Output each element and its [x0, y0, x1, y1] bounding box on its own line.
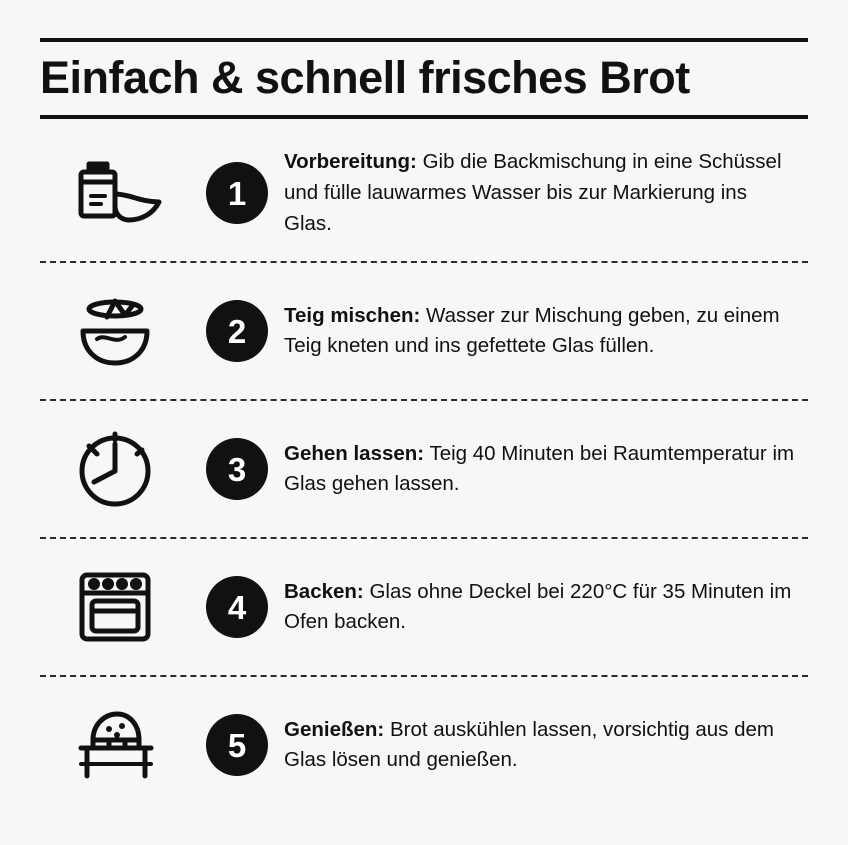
- list-item: [40, 261, 808, 399]
- step-lead: Teig mischen:: [284, 303, 421, 327]
- step-icon-cell: [40, 567, 190, 647]
- step-number-cell: [190, 300, 284, 362]
- status-badge: 4: [206, 576, 268, 638]
- step-body: Glas ohne Deckel bei 220°C für 35 Minuten im Ofen backen.: [284, 579, 792, 634]
- step-text-cell: [284, 715, 808, 777]
- mixing-bowl-whisk-icon: [67, 293, 163, 369]
- baking-mix-pouring-icon: [67, 158, 163, 228]
- steps-list: [40, 125, 808, 813]
- list-item: [40, 125, 808, 261]
- step-lead: Gehen lassen:: [284, 441, 425, 465]
- bread-cooling-rack-icon: [67, 702, 163, 788]
- oven-icon: [70, 567, 160, 647]
- step-text-cell: [284, 439, 808, 501]
- step-lead: Genießen:: [284, 717, 385, 741]
- step-description: [284, 301, 796, 363]
- list-item: [40, 399, 808, 537]
- clock-timer-icon: [72, 426, 158, 512]
- step-icon-cell: [40, 293, 190, 369]
- step-text-cell: [284, 577, 808, 639]
- title-block: [40, 38, 808, 119]
- step-lead: Backen:: [284, 579, 364, 603]
- list-item: [40, 675, 808, 813]
- status-badge: 2: [206, 300, 268, 362]
- status-badge: 5: [206, 714, 268, 776]
- step-number-cell: [190, 714, 284, 776]
- list-item: [40, 537, 808, 675]
- step-body: Gib die Backmischung in eine Schüssel und fülle lauwarmes Wasser bis zur Markierung ins Glas.: [284, 150, 782, 235]
- step-text-cell: [284, 301, 808, 363]
- step-description: [284, 439, 796, 501]
- step-body: Wasser zur Mischung geben, zu einem Teig kneten und ins gefettete Glas füllen.: [284, 303, 780, 358]
- step-icon-cell: [40, 426, 190, 512]
- step-number-cell: [190, 576, 284, 638]
- status-badge: 1: [206, 162, 268, 224]
- step-description: [284, 577, 796, 639]
- step-description: [284, 147, 796, 239]
- step-description: [284, 715, 796, 777]
- status-badge: 3: [206, 438, 268, 500]
- step-number-cell: [190, 162, 284, 224]
- step-icon-cell: [40, 158, 190, 228]
- step-icon-cell: [40, 702, 190, 788]
- step-body: Brot auskühlen lassen, vorsichtig aus dem Glas lösen und genießen.: [284, 717, 774, 772]
- step-text-cell: [284, 147, 808, 239]
- page-title: Einfach & schnell frisches Brot: [40, 52, 690, 103]
- step-number-cell: [190, 438, 284, 500]
- step-body: Teig 40 Minuten bei Raumtemperatur im Glas gehen lassen.: [284, 441, 795, 496]
- step-lead: Vorbereitung:: [284, 150, 417, 174]
